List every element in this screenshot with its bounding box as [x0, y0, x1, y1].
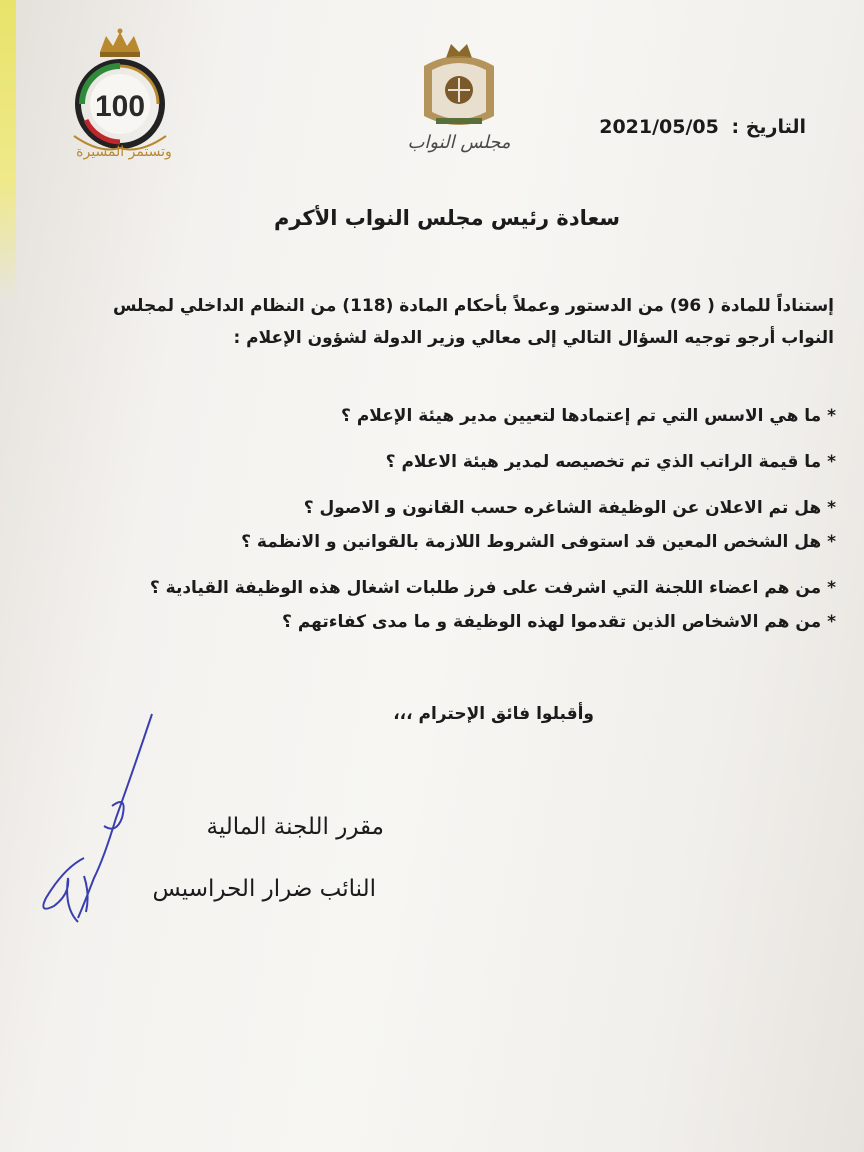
centenary-slogan: وتستمر المسيرة [76, 144, 172, 160]
question-item: * ما قيمة الراتب الذي تم تخصيصه لمدير هيئة الاعلام ؟ [385, 452, 836, 472]
date-row [599, 116, 806, 138]
crown-icon [100, 29, 140, 58]
question-item: * من هم الاشخاص الذين تقدموا لهذه الوظيفة و ما مدى كفاءتهم ؟ [282, 612, 836, 632]
question-item: * ما هي الاسس التي تم إعتمادها لتعيين مدير هيئة الإعلام ؟ [341, 406, 836, 426]
question-item: * هل تم الاعلان عن الوظيفة الشاغره حسب القانون و الاصول ؟ [303, 498, 836, 518]
date-label: التاريخ : [731, 116, 806, 138]
signatory-title: مقرر اللجنة المالية [206, 814, 384, 840]
intro-line: النواب أرجو توجيه السؤال التالي إلى معالي وزير الدولة لشؤون الإعلام : [233, 328, 834, 348]
closing-line: وأقبلوا فائق الإحترام ،،، [393, 704, 594, 724]
yellow-paper-edge [0, 0, 16, 300]
institution-caption: مجلس النواب [407, 132, 511, 153]
intro-line: إستناداً للمادة ( 96) من الدستور وعملاً بأحكام المادة (118) من النظام الداخلي لمجلس [113, 296, 834, 316]
date-value: 2021/05/05 [599, 116, 719, 138]
question-item: * هل الشخص المعين قد استوفى الشروط اللازمة بالقوانين و الانظمة ؟ [241, 532, 836, 552]
handwritten-signature-icon [24, 708, 174, 938]
svg-text:100: 100 [94, 90, 146, 123]
signatory-name: النائب ضرار الحراسيس [152, 876, 376, 902]
question-item: * من هم اعضاء اللجنة التي اشرفت على فرز طلبات اشغال هذه الوظيفة القيادية ؟ [149, 578, 836, 598]
salutation: سعادة رئيس مجلس النواب الأكرم [273, 206, 620, 230]
